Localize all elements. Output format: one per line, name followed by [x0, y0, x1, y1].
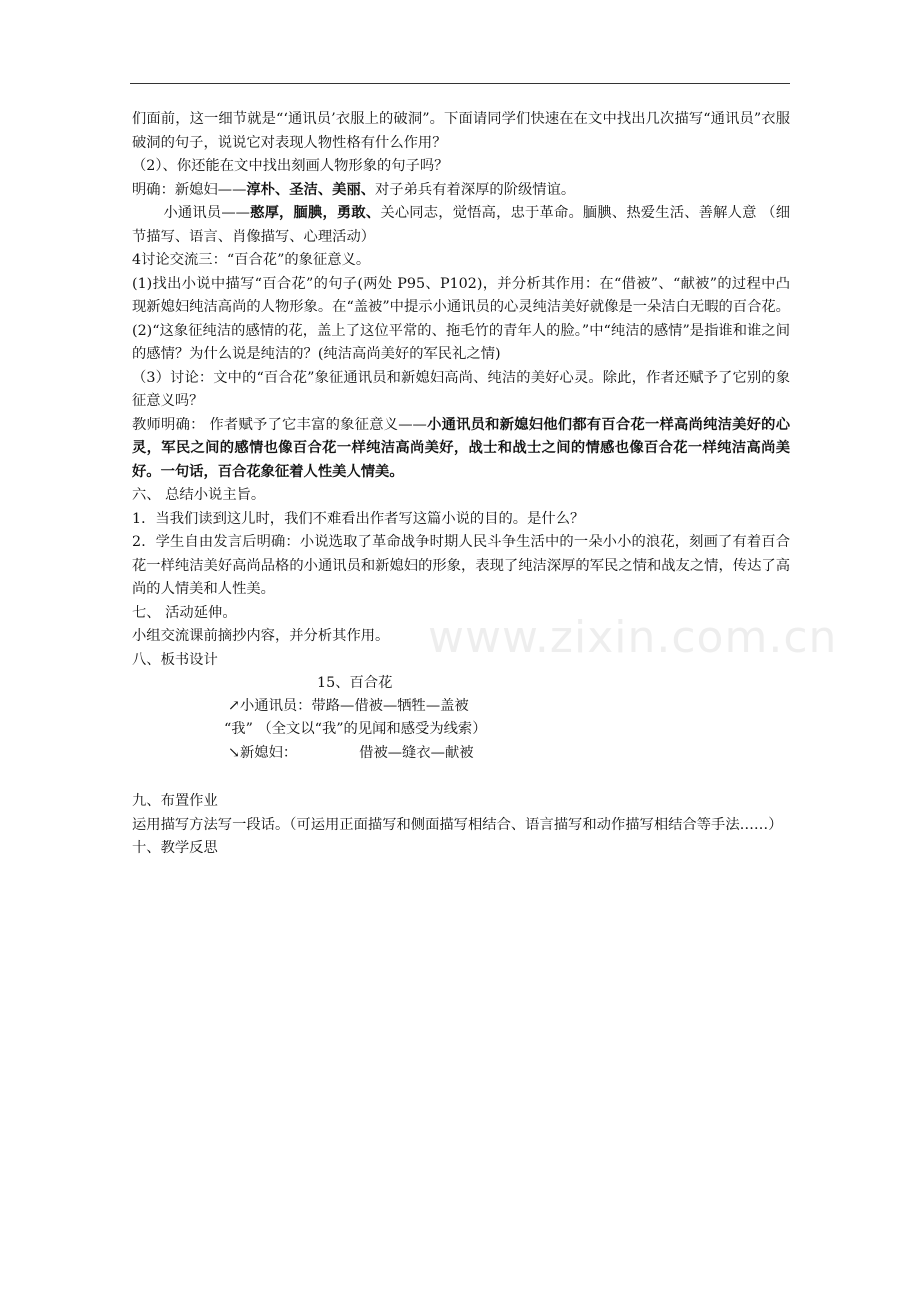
bold-run: 小通讯员和新媳妇他们都有百合花一样高尚纯洁美好的心灵，军民之间的感情也像百合花一样纯洁高尚美好，战士和战士之间的情感也像百合花一样纯洁高尚美好。一句话，百合花象征着人性美人情美。 [132, 416, 790, 480]
paragraph: 2．学生自由发言后明确：小说选取了革命战争时期人民斗争生活中的一朵小小的浪花，刻画了有着百合花一样纯洁美好高尚品格的小通讯员和新媳妇的形象，表现了纯洁深厚的军民之情和战友之情，传达了高尚的人情美和人性美。 [132, 534, 790, 597]
text-run: 小通讯员—— [163, 205, 250, 221]
blackboard-design [132, 672, 790, 766]
paragraph [132, 179, 790, 203]
paragraph: 1．当我们读到这儿时，我们不难看出作者写这篇小说的目的。是什么？ [132, 510, 585, 527]
paragraph [132, 202, 790, 249]
section-heading: 七、 活动延伸。 [132, 604, 237, 621]
section-heading: 六、 总结小说主旨。 [132, 487, 266, 503]
paragraph: 小组交流课前摘抄内容，并分析其作用。 [132, 628, 390, 644]
paragraph: (1)找出小说中描写“百合花”的句子(两处 P95、P102)，并分析其作用：在“借被”、“献被”的过程中凸现新媳妇纯洁高尚的人物形象。在“盖被”中提示小通讯员的心灵纯洁美好就像是一朵洁白无暇的百合花。 [132, 275, 790, 315]
section-heading: 八、板书设计 [132, 651, 218, 668]
section-heading: 4讨论交流三：“百合花”的象征意义。 [132, 252, 371, 268]
text-run: 明确：新媳妇—— [132, 181, 247, 198]
board-row: “我” （全文以“我”的见闻和感受为线索） [224, 721, 487, 737]
section-heading: 九、布置作业 [132, 793, 218, 809]
board-label: ↘新媳妇： [228, 745, 298, 761]
text-run: 教师明确： 作者赋予了它丰富的象征意义—— [132, 416, 427, 433]
paragraph: 们面前，这一细节就是“‘通讯员’衣服上的破洞”。下面请同学们快速在在文中找出几次描写“通讯员”衣服破洞的句子，说说它对表现人物性格有什么作用？ [132, 111, 790, 151]
document-body [132, 108, 790, 861]
watermark: www.zixin.com.cn [428, 612, 838, 663]
paragraph: （3）讨论：文中的“百合花”象征通讯员和新媳妇高尚、纯洁的美好心灵。除此，作者还赋予了它别的象征意义吗？ [132, 369, 790, 409]
board-title: 15、百合花 [317, 675, 393, 691]
bold-run: 淳朴、圣洁、美丽、 [246, 181, 376, 198]
text-run: 对子弟兵有着深厚的阶级情谊。 [375, 181, 576, 198]
paragraph [132, 414, 790, 485]
bold-run: 憨厚，腼腆，勇敢、 [249, 205, 381, 221]
text-run: 关心同志，觉悟高，忠于革命。腼腆、热爱生活、善解人意 （细节描写、语言、肖像描写、心理活动） [132, 205, 791, 245]
paragraph: 运用描写方法写一段话。（可运用正面描写和侧面描写相结合、语言描写和动作描写相结合等手法……） [132, 816, 783, 833]
board-row: ↗小通讯员：带路—借被—牺牲—盖被 [228, 698, 469, 714]
spacer [132, 766, 790, 790]
paragraph: （2）、你还能在文中找出刻画人物形象的句子吗？ [132, 158, 449, 174]
paragraph: (2)“这象征纯洁的感情的花，盖上了这位平常的、拖毛竹的青年人的脸。”中“纯洁的感情”是指谁和谁之间的感情？为什么说是纯洁的？(纯洁高尚美好的军民礼之情) [132, 322, 790, 362]
board-row [228, 742, 474, 766]
board-value: 借被—缝衣—献被 [359, 745, 474, 761]
header-rule [130, 83, 790, 84]
section-heading: 十、教学反思 [132, 840, 218, 856]
